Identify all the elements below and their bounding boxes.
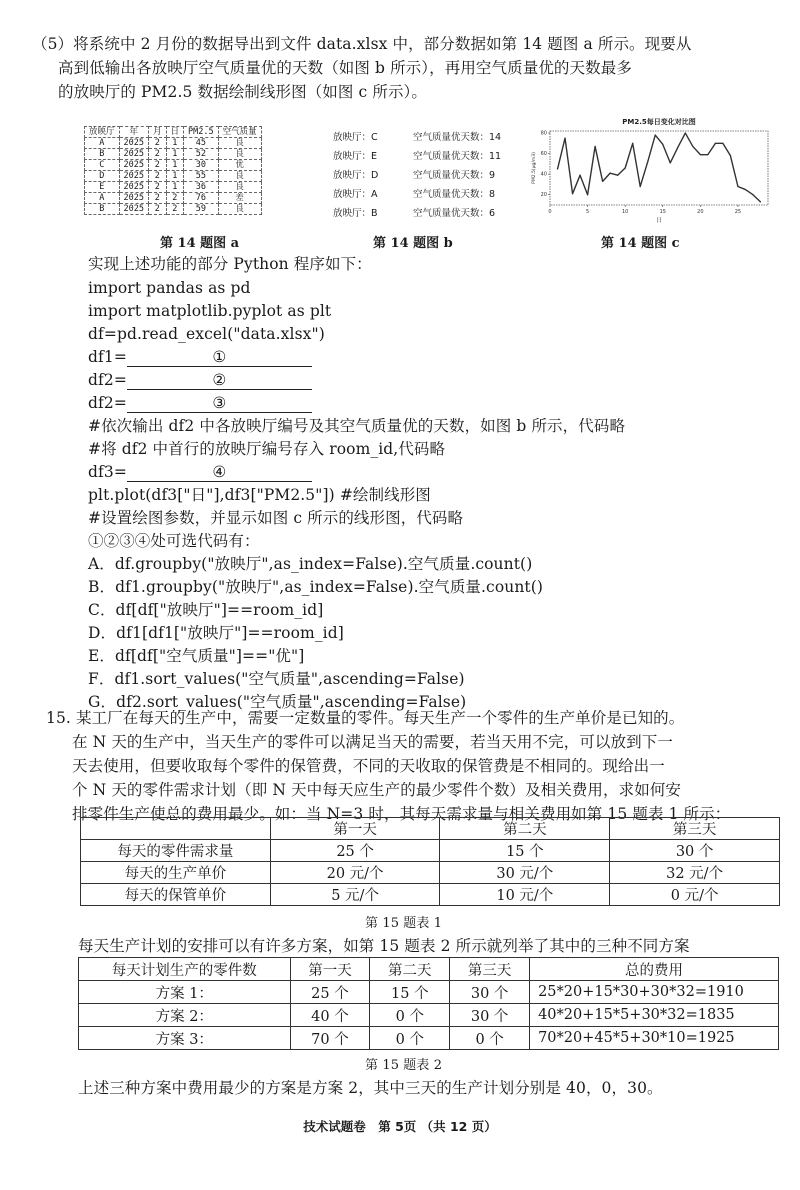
table-2-cell: 方案 3： <box>79 1027 291 1050</box>
code-line-3: df=pd.read_excel("data.xlsx") <box>88 325 325 343</box>
blank-2-mark: ② <box>212 371 227 389</box>
table-2-cell: 25 个 <box>290 981 370 1004</box>
figure-a-row <box>85 160 262 171</box>
figure-a-cell: 2025 <box>119 138 148 149</box>
table-1-header-cell: 第一天 <box>270 818 440 840</box>
pm25-data-point <box>572 193 573 194</box>
figure-a-row <box>85 171 262 182</box>
figure-a-row <box>85 138 262 149</box>
figure-a-cell: 55 <box>184 171 219 182</box>
code-comment-2: #将 df2 中首行的放映厅编号存入 room_id,代码略 <box>88 440 446 458</box>
table-2-cell: 70*20+45*5+30*10=1925 <box>530 1027 779 1050</box>
figure-a-header-cell: 空气质量 <box>218 127 261 138</box>
figure-a-cell: 52 <box>184 149 219 160</box>
figure-a-cell: 2 <box>149 182 167 193</box>
blank-2-field[interactable] <box>127 371 312 390</box>
table-1-row <box>81 862 780 884</box>
table-1-cell: 32 元/个 <box>610 862 780 884</box>
table-2-cell: 0 个 <box>450 1027 530 1050</box>
table-1-header-cell: 第三天 <box>610 818 780 840</box>
figure-b-row <box>333 128 501 147</box>
figure-b-hall: 放映厅：D <box>333 170 379 181</box>
q15-conclusion: 上述三种方案中费用最少的方案是方案 2，其中三天的生产计划分别是 40，0，30。 <box>78 1079 663 1097</box>
pm25-data-point <box>632 143 633 144</box>
blank-1-lhs: df1= <box>88 348 127 366</box>
table-1-cell: 20 元/个 <box>270 862 440 884</box>
figure-a-cell: 2 <box>149 138 167 149</box>
figure-a-cell: 76 <box>184 193 219 204</box>
pm25-data-point <box>595 146 596 147</box>
y-tick-label: 40 <box>540 171 547 178</box>
blank-2-line <box>88 369 312 391</box>
figure-b-count: 空气质量优天数：14 <box>413 132 502 143</box>
table-1-header-row <box>81 818 780 840</box>
figure-b-caption: 第 14 题图 b <box>373 236 453 251</box>
blank-3-mark: ③ <box>212 394 227 412</box>
y-axis-label: PM2.5(μg/m3) <box>532 152 537 184</box>
figure-a-cell: E <box>85 182 120 193</box>
pm25-data-point <box>737 186 738 187</box>
chart-title: PM2.5每日变化对比图 <box>622 118 696 126</box>
pm25-data-point <box>625 167 626 168</box>
pm25-data-point <box>647 161 648 162</box>
option-f: F．df1.sort_values("空气质量",ascending=False) <box>88 670 465 688</box>
figure-a-header-cell: PM2.5 <box>184 127 219 138</box>
option-d: D．df1[df1["放映厅"]==room_id] <box>88 624 344 642</box>
table-2-header-cell: 第二天 <box>370 958 450 981</box>
table-2-cell: 0 个 <box>370 1004 450 1027</box>
q15-table-1 <box>80 817 780 906</box>
figure-a-cell: C <box>85 160 120 171</box>
option-e: E．df[df["空气质量"]=="优"] <box>88 647 305 665</box>
figure-b-count: 空气质量优天数：8 <box>413 189 496 200</box>
code-intro: 实现上述功能的部分 Python 程序如下： <box>88 255 372 273</box>
option-b: B．df1.groupby("放映厅",as_index=False).空气质量.count() <box>88 578 544 596</box>
table-2-row <box>79 981 779 1004</box>
figure-b-hall: 放映厅：A <box>333 189 378 200</box>
table-2-cell: 30 个 <box>450 981 530 1004</box>
pm25-data-point <box>602 181 603 182</box>
table-2-row <box>79 1004 779 1027</box>
figure-c-line-chart <box>528 113 778 228</box>
figure-a-cell: 59 <box>184 204 219 215</box>
figure-a-cell: 良 <box>218 182 261 193</box>
figure-a-header-cell: 放映厅 <box>85 127 120 138</box>
code-comment-3: #设置绘图参数，并显示如图 c 所示的线形图，代码略 <box>88 509 464 527</box>
figure-a-cell: 45 <box>184 138 219 149</box>
pm25-data-point <box>662 144 663 145</box>
figure-a-cell: 2 <box>166 204 184 215</box>
pm25-data-point <box>700 154 701 155</box>
table-1-header-cell: 第二天 <box>440 818 610 840</box>
q15-line-4: 个 N 天的零件需求计划（即 N 天中每天应生产的最少零件个数）及相关费用，求如何安 <box>72 781 682 799</box>
chart-frame <box>550 131 768 205</box>
option-a: A．df.groupby("放映厅",as_index=False).空气质量.count() <box>88 555 533 573</box>
x-tick-label: 15 <box>659 209 666 215</box>
y-tick-label: 80 <box>540 130 547 137</box>
q15-line-2: 在 N 天的生产中，当天生产的零件可以满足当天的需要，若当天用不完，可以放到下一 <box>72 733 673 751</box>
figure-a-cell: 优 <box>218 160 261 171</box>
blank-1-mark: ① <box>212 348 227 366</box>
table-1-cell: 15 个 <box>440 840 610 862</box>
blank-4-lhs: df3= <box>88 463 127 481</box>
x-tick-label: 10 <box>621 209 629 215</box>
figure-a-cell: 1 <box>166 149 184 160</box>
blank-3-lhs: df2= <box>88 394 127 412</box>
blank-3-field[interactable] <box>127 394 312 413</box>
figure-a-cell: 良 <box>218 149 261 160</box>
figure-b-hall: 放映厅：C <box>333 132 378 143</box>
code-plot-line: plt.plot(df3["日"],df3["PM2.5"]) #绘制线形图 <box>88 486 431 504</box>
figure-a-header-cell: 月 <box>149 127 167 138</box>
figure-b-row <box>333 185 501 204</box>
figure-b-hall: 放映厅：B <box>333 208 378 219</box>
pm25-data-point <box>640 186 641 187</box>
blank-4-field[interactable] <box>127 463 312 482</box>
pm25-data-point <box>685 132 686 133</box>
table-2-cell: 方案 1： <box>79 981 291 1004</box>
figure-b-row <box>333 166 501 185</box>
figure-a-header-cell: 年 <box>119 127 148 138</box>
figure-a-row <box>85 149 262 160</box>
figure-a-cell: 1 <box>166 160 184 171</box>
pm25-data-point <box>670 162 671 163</box>
table-2-cell: 15 个 <box>370 981 450 1004</box>
pm25-data-point <box>760 201 761 202</box>
figure-c-caption: 第 14 题图 c <box>601 236 680 251</box>
figure-a-cell: 2025 <box>119 171 148 182</box>
figure-a-cell: 1 <box>166 171 184 182</box>
table-2-cell: 40*20+15*5+30*32=1835 <box>530 1004 779 1027</box>
pm25-data-point <box>557 168 558 169</box>
figure-a-header-row <box>85 127 262 138</box>
q15-line-1: 15. 某工厂在每天的生产中，需要一定数量的零件。每天生产一个零件的生产单价是已知的。 <box>46 709 685 727</box>
table-2-cell: 70 个 <box>290 1027 370 1050</box>
figure-a-row <box>85 193 262 204</box>
figure-a-cell: 2 <box>166 193 184 204</box>
blank-1-field[interactable] <box>127 348 312 367</box>
figure-a-cell: 2 <box>149 171 167 182</box>
pm25-data-point <box>730 155 731 156</box>
pm25-data-point <box>587 194 588 195</box>
table-1-cell: 10 元/个 <box>440 884 610 906</box>
figure-b-count: 空气质量优天数：6 <box>413 208 496 219</box>
pm25-data-point <box>677 147 678 148</box>
figure-b-count: 空气质量优天数：9 <box>413 170 496 181</box>
pm25-data-point <box>579 175 580 176</box>
pm25-data-point <box>715 143 716 144</box>
table-1-header-cell <box>81 818 271 840</box>
figure-a-cell: 2025 <box>119 204 148 215</box>
figure-b-output <box>333 128 501 223</box>
pm25-data-point <box>692 146 693 147</box>
figure-a-cell: 2025 <box>119 182 148 193</box>
pm25-data-point <box>745 189 746 190</box>
figure-a-table <box>84 126 262 215</box>
x-tick-label: 25 <box>734 209 742 215</box>
figure-a-cell: 30 <box>184 160 219 171</box>
figure-a-cell: 2025 <box>119 149 148 160</box>
table-2-header-cell: 第三天 <box>450 958 530 981</box>
table-2-row <box>79 1027 779 1050</box>
table-1-row <box>81 840 780 862</box>
table-2-cell: 30 个 <box>450 1004 530 1027</box>
figure-a-cell: 2025 <box>119 160 148 171</box>
figure-a-cell: 2 <box>149 149 167 160</box>
q15-table-2 <box>78 957 779 1050</box>
blank-4-mark: ④ <box>212 463 227 481</box>
figure-a-row <box>85 204 262 215</box>
x-axis-label: 日 <box>655 217 663 224</box>
table-2-cell: 40 个 <box>290 1004 370 1027</box>
pm25-data-point <box>564 138 565 139</box>
figure-a-cell: 1 <box>166 182 184 193</box>
figure-a-cell: 良 <box>218 171 261 182</box>
q14-intro-line-1: （5）将系统中 2 月份的数据导出到文件 data.xlsx 中，部分数据如第 14 题图 a 所示。现要从 <box>32 35 692 53</box>
pm25-series-line <box>558 133 761 202</box>
q15-line-3: 天去使用，但要收取每个零件的保管费，不同的天收取的保管费是不相同的。现给出一 <box>72 757 665 775</box>
figure-a-cell: A <box>85 138 120 149</box>
table-1-cell: 0 元/个 <box>610 884 780 906</box>
table-2-cell: 方案 2： <box>79 1004 291 1027</box>
blank-4-line <box>88 461 312 483</box>
table-1-cell: 25 个 <box>270 840 440 862</box>
figure-a-cell: 2 <box>149 204 167 215</box>
q14-intro-line-2: 高到低输出各放映厅空气质量优的天数（如图 b 所示），再用空气质量优的天数最多 <box>58 59 632 77</box>
table-1-cell: 30 个 <box>610 840 780 862</box>
y-tick-label: 60 <box>540 151 547 158</box>
figure-a-cell: 良 <box>218 138 261 149</box>
pm25-data-point <box>655 135 656 136</box>
table-2-header-cell: 每天计划生产的零件数 <box>79 958 291 981</box>
figure-a-cell: A <box>85 193 120 204</box>
code-comment-1: #依次输出 df2 中各放映厅编号及其空气质量优的天数，如图 b 所示，代码略 <box>88 417 626 435</box>
table-2-header-row <box>79 958 779 981</box>
option-c: C．df[df["放映厅"]==room_id] <box>88 601 324 619</box>
table-1-cell: 每天的生产单价 <box>81 862 271 884</box>
q15-table-2-intro: 每天生产计划的安排可以有许多方案，如第 15 题表 2 所示就列举了其中的三种不同方案 <box>78 937 690 955</box>
blank-1-line <box>88 346 312 368</box>
table-2-header-cell: 总的费用 <box>530 958 779 981</box>
blank-3-line <box>88 392 312 414</box>
table-1-cell: 每天的零件需求量 <box>81 840 271 862</box>
table-2-cell: 25*20+15*30+30*32=1910 <box>530 981 779 1004</box>
figure-b-row <box>333 204 501 223</box>
table-1-cell: 5 元/个 <box>270 884 440 906</box>
figure-a-cell: 2 <box>149 160 167 171</box>
figure-b-count: 空气质量优天数：11 <box>413 151 502 162</box>
pm25-data-point <box>752 194 753 195</box>
figure-a-header-cell: 日 <box>166 127 184 138</box>
blank-2-lhs: df2= <box>88 371 127 389</box>
pm25-data-point <box>610 173 611 174</box>
figure-a-cell: 2025 <box>119 193 148 204</box>
figure-a-caption: 第 14 题图 a <box>160 236 240 251</box>
options-intro: ①②③④处可选代码有： <box>88 532 260 550</box>
pm25-data-point <box>722 143 723 144</box>
q15-table-2-caption: 第 15 题表 2 <box>365 1058 443 1073</box>
code-line-1: import pandas as pd <box>88 279 251 297</box>
figure-a-cell: 良 <box>218 204 261 215</box>
pm25-data-point <box>707 154 708 155</box>
figure-a-cell: 2 <box>149 193 167 204</box>
code-line-2: import matplotlib.pyplot as plt <box>88 302 332 320</box>
y-tick-label: 20 <box>540 192 547 199</box>
pm25-data-point <box>617 175 618 176</box>
figure-a-cell: D <box>85 171 120 182</box>
q15-line-5: 排零件生产使总的费用最少。如：当 N=3 时，其每天需求量与相关费用如第 15 题表 1 所示： <box>72 805 731 823</box>
figure-a-cell: B <box>85 149 120 160</box>
page-footer: 技术试题卷 第 5页 （共 12 页） <box>303 1119 497 1134</box>
figure-a-cell: 36 <box>184 182 219 193</box>
figure-a-row <box>85 182 262 193</box>
x-tick-label: 20 <box>697 209 704 215</box>
figure-a-cell: 差 <box>218 193 261 204</box>
x-tick-label: 5 <box>585 209 590 215</box>
table-2-cell: 0 个 <box>370 1027 450 1050</box>
table-2-header-cell: 第一天 <box>290 958 370 981</box>
x-tick-label: 0 <box>548 209 552 215</box>
table-1-cell: 每天的保管单价 <box>81 884 271 906</box>
option-g: G．df2.sort_values("空气质量",ascending=False) <box>88 693 467 711</box>
figure-b-hall: 放映厅：E <box>333 151 378 162</box>
figure-a-cell: 1 <box>166 138 184 149</box>
figure-b-row <box>333 147 501 166</box>
table-1-cell: 30 元/个 <box>440 862 610 884</box>
q14-intro-line-3: 的放映厅的 PM2.5 数据绘制线形图（如图 c 所示）。 <box>58 83 427 101</box>
q15-table-1-caption: 第 15 题表 1 <box>365 916 443 931</box>
figure-a-cell: B <box>85 204 120 215</box>
table-1-row <box>81 884 780 906</box>
